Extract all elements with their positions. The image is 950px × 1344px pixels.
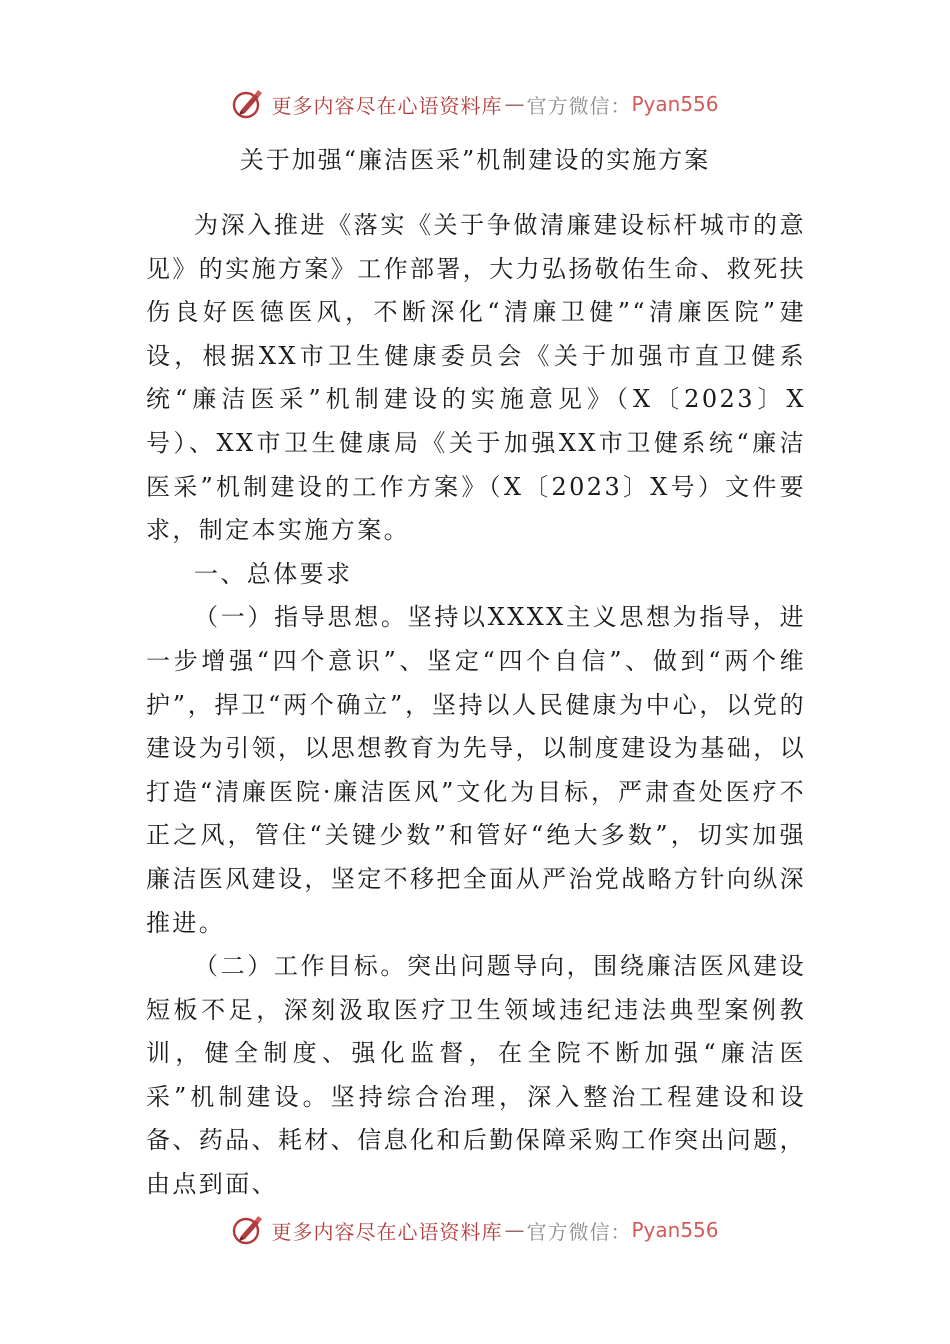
paragraph-intro: 为深入推进《落实《关于争做清廉建设标杆城市的意见》的实施方案》工作部署，大力弘扬敬佑生命、救死扶伤良好医德医风，不断深化“清廉卫健”“清廉医院”建设，根据XX市卫生健康委员会《关于加强市直卫健系统“廉洁医采”机制建设的实施意见》（X〔2023〕X号）、XX市卫生健康局《关于加强XX市卫健系统“廉洁医采”机制建设的工作方案》（X〔2023〕X号）文件要求，制定本实施方案。 <box>146 211 806 545</box>
paragraph-guiding-ideology: （一）指导思想。坚持以XXXX主义思想为指导，进一步增强“四个意识”、坚定“四个自信”、做到“两个维护”，捍卫“两个确立”，坚持以人民健康为中心，以党的建设为引领，以思想教育为先导，以制度建设为基础，以打造“清廉医院·廉洁医风”文化为目标，严肃查处医疗不正之风，管住“关键少数”和管好“绝大多数”，切实加强廉洁医风建设，坚定不移把全面从严治党战略方针向纵深推进。 <box>146 603 806 937</box>
watermark-separator: — <box>504 1218 525 1242</box>
pen-logo-icon <box>231 1213 265 1247</box>
watermark-id: Pyan556 <box>631 92 719 116</box>
section-heading-general-requirements: 一、总体要求 <box>194 559 353 588</box>
watermark-separator: — <box>504 92 525 116</box>
watermark-footer <box>0 1210 950 1250</box>
watermark-id: Pyan556 <box>631 1218 719 1242</box>
document-title: 关于加强“廉洁医采”机制建设的实施方案 <box>239 146 711 174</box>
document-body <box>146 204 806 1207</box>
watermark-brand: 更多内容尽在心语资料库 <box>271 93 503 118</box>
watermark-header <box>0 84 950 124</box>
watermark-label: 官方微信： <box>526 93 632 118</box>
pen-logo-icon <box>231 87 265 121</box>
watermark-label: 官方微信： <box>526 1219 632 1244</box>
watermark-brand: 更多内容尽在心语资料库 <box>271 1219 503 1244</box>
paragraph-work-goals: （二）工作目标。突出问题导向，围绕廉洁医风建设短板不足，深刻汲取医疗卫生领域违纪违法典型案例教训，健全制度、强化监督，在全院不断加强“廉洁医采”机制建设。坚持综合治理，深入整治工程建设和设备、药品、耗材、信息化和后勤保障采购工作突出问题，由点到面、 <box>146 952 806 1199</box>
